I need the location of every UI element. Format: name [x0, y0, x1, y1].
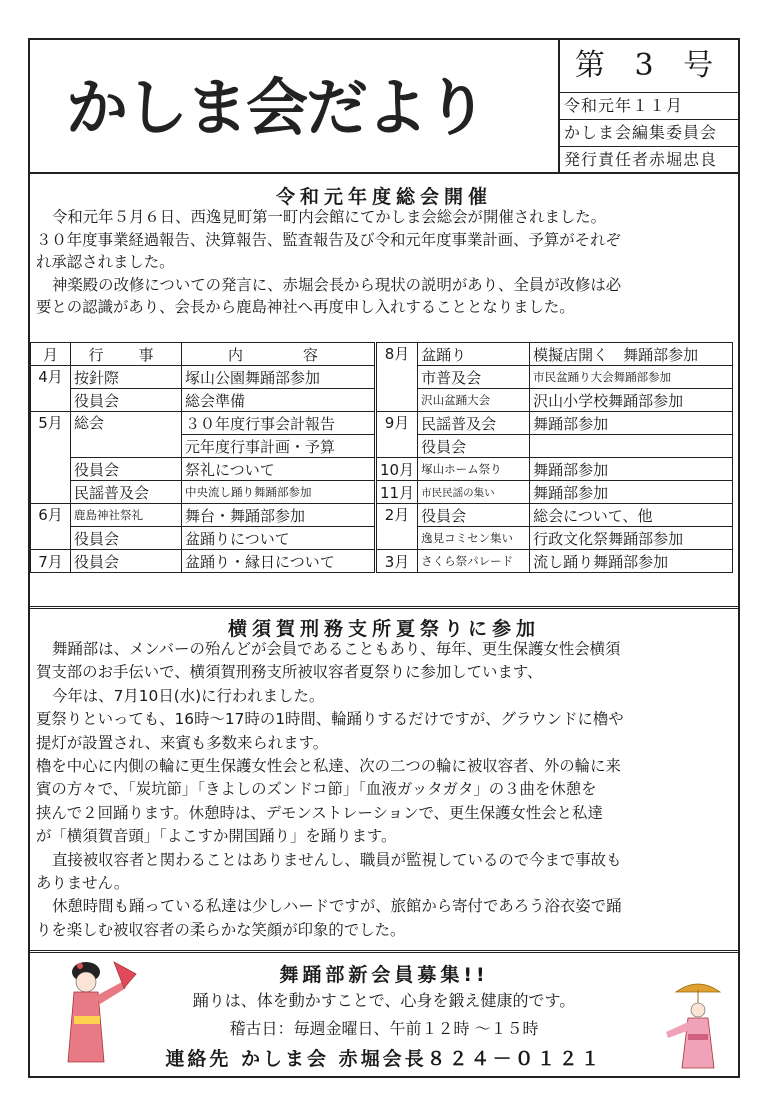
header-event: 行 事: [71, 343, 182, 366]
paragraph-line: 賀支部のお手伝いで、横須賀刑務支所被収容者夏祭りに参加しています、: [36, 663, 543, 682]
month-cell: 7月: [31, 550, 71, 573]
event-cell: 民謡普及会: [71, 481, 182, 504]
header-detail: 内 容: [182, 343, 376, 366]
event-cell: 役員会: [71, 527, 182, 550]
event-cell: 盆踊り: [418, 343, 530, 366]
month-cell: 2月: [376, 504, 418, 550]
event-cell: 役員会: [71, 458, 182, 481]
paragraph-line: 舞踊部は、メンバーの殆んどが会員であることもあり、毎年、更生保護女性会横須: [52, 640, 621, 658]
masthead: [30, 40, 560, 174]
month-cell: 10月: [376, 458, 418, 481]
detail-cell: 盆踊りについて: [182, 527, 376, 550]
paragraph-line: 神楽殿の改修についての発言に、赤堀会長から現状の説明があり、全員が改修は必: [52, 275, 622, 294]
section-general-meeting-title: 令和元年度総会開催: [275, 186, 492, 208]
contact-line: 連絡先 かしま会 赤堀会長８２４－０１２１: [165, 1048, 603, 1070]
detail-cell: 総会について、他: [530, 504, 733, 527]
paragraph-line: りを楽しむ被収容者の柔らかな笑顔が印象的でした。: [36, 920, 406, 939]
paragraph-line: ３０年度事業経過報告、決算報告、監査報告及び令和元年度事業計画、予算がそれぞ: [36, 230, 621, 249]
dancer-left-illustration: [52, 958, 140, 1070]
paragraph-line: が「横須賀音頭」「よこすか開国踊り」を踊ります。: [36, 827, 397, 846]
section-divider: [30, 606, 738, 609]
event-schedule-table: [30, 342, 733, 573]
section-divider: [30, 950, 738, 953]
detail-cell: 舞台・舞踊部参加: [182, 504, 376, 527]
detail-cell: 盆踊り・縁日について: [182, 550, 376, 573]
detail-cell: 塚山公園舞踊部参加: [182, 366, 376, 389]
detail-cell: ３０年度行事会計報告: [182, 412, 376, 435]
detail-cell: 沢山小学校舞踊部参加: [530, 389, 733, 412]
event-cell: 民謡普及会: [418, 412, 530, 435]
event-cell: 役員会: [418, 435, 530, 458]
section-general-meeting-body: [36, 206, 736, 319]
event-cell: 塚山ホーム祭り: [418, 458, 530, 481]
recruit-title: 舞踊部新会員募集!!: [279, 964, 489, 986]
detail-cell: 元年度行事計画・予算: [182, 435, 376, 458]
event-cell: 役員会: [71, 389, 182, 412]
month-cell: 3月: [376, 550, 418, 573]
table-row: [31, 504, 733, 527]
table-row: [31, 550, 733, 573]
section-summer-festival-body: [36, 638, 736, 942]
event-cell: 沢山盆踊大会: [418, 389, 530, 412]
month-cell: 6月: [31, 504, 71, 550]
newsletter-title: かしま会だより: [66, 71, 487, 144]
dancer-right-illustration: [648, 980, 734, 1072]
newsletter-frame: [28, 38, 740, 1078]
header-month: 月: [31, 343, 71, 366]
detail-cell: 市民盆踊り大会舞踊部参加: [530, 366, 733, 389]
event-cell: 市民民謡の集い: [418, 481, 530, 504]
paragraph-line: 令和元年５月６日、西逸見町第一町内会館にてかしま会総会が開催されました。: [52, 208, 607, 226]
month-cell: 8月: [376, 343, 418, 412]
issue-number: 第 3 号: [560, 40, 738, 93]
paragraph-line: 今年は、7月10日(水)に行われました。: [52, 686, 325, 705]
event-cell: 按針際: [71, 366, 182, 389]
detail-cell: 流し踊り舞踊部参加: [530, 550, 733, 573]
practice-schedule: 稽古日：毎週金曜日、午前１２時 ～１５時: [229, 1019, 539, 1038]
table-row: [31, 412, 733, 435]
table-row: [31, 458, 733, 481]
event-cell: 役員会: [418, 504, 530, 527]
event-cell: さくら祭パレード: [418, 550, 530, 573]
detail-cell: 舞踊部参加: [530, 458, 733, 481]
detail-cell: 模擬店開く 舞踊部参加: [530, 343, 733, 366]
detail-cell: 行政文化祭舞踊部参加: [530, 527, 733, 550]
month-cell: 5月: [31, 412, 71, 504]
detail-cell: 総会準備: [182, 389, 376, 412]
paragraph-line: 休憩時間も踊っている私達は少しハードですが、旅館から寄付であろう浴衣姿で踊: [52, 897, 622, 916]
paragraph-line: ありません。: [36, 874, 130, 893]
recruit-line: 踊りは、体を動かすことで、心身を鍛え健康的です。: [192, 991, 576, 1010]
table-row: [31, 343, 733, 366]
detail-cell: 祭礼について: [182, 458, 376, 481]
paragraph-line: 提灯が設置され、来賓も多数来られます。: [36, 733, 329, 752]
paragraph-line: れ承認されました。: [36, 253, 175, 272]
paragraph-line: 直接被収容者と関わることはありませんし、職員が監視しているので今まで事故も: [52, 850, 622, 869]
detail-cell: 舞踊部参加: [530, 481, 733, 504]
month-cell: 4月: [31, 366, 71, 412]
event-cell: 逸見コミセン集い: [418, 527, 530, 550]
event-cell: 市普及会: [418, 366, 530, 389]
month-cell: 9月: [376, 412, 418, 458]
event-cell: 総会: [71, 412, 182, 458]
section-summer-festival-title: 横須賀刑務支所夏祭りに参加: [227, 618, 540, 640]
paragraph-line: 挟んで２回踊ります。休憩時は、デモンストレーションで、更生保護女性会と私達: [36, 803, 603, 822]
paragraph-line: 櫓を中心に内側の輪に更生保護女性会と私達、次の二つの輪に被収容者、外の輪に来: [36, 757, 621, 776]
detail-cell: 舞踊部参加: [530, 412, 733, 435]
month-cell: 11月: [376, 481, 418, 504]
editor-line: かしま会編集委員会: [560, 120, 738, 147]
detail-cell: [530, 435, 733, 458]
paragraph-line: 要との認識があり、会長から鹿島神社へ再度申し入れすることとなりました。: [36, 298, 575, 317]
publisher-line: 発行責任者赤堀忠良: [564, 150, 718, 169]
event-cell: 鹿島神社祭礼: [71, 504, 182, 527]
table-row: [31, 481, 733, 504]
paragraph-line: 賓の方々で、「炭坑節」「きよしのズンドコ節」「血液ガッタガタ」の３曲を休憩を: [36, 780, 597, 799]
paragraph-line: 夏祭りといっても、16時～17時の1時間、輪踊りするだけですが、グラウンドに櫓や: [36, 710, 624, 729]
issue-date: 令和元年１１月: [560, 93, 738, 120]
detail-cell: 中央流し踊り舞踊部参加: [182, 481, 376, 504]
issue-info-box: [560, 40, 738, 174]
event-cell: 役員会: [71, 550, 182, 573]
